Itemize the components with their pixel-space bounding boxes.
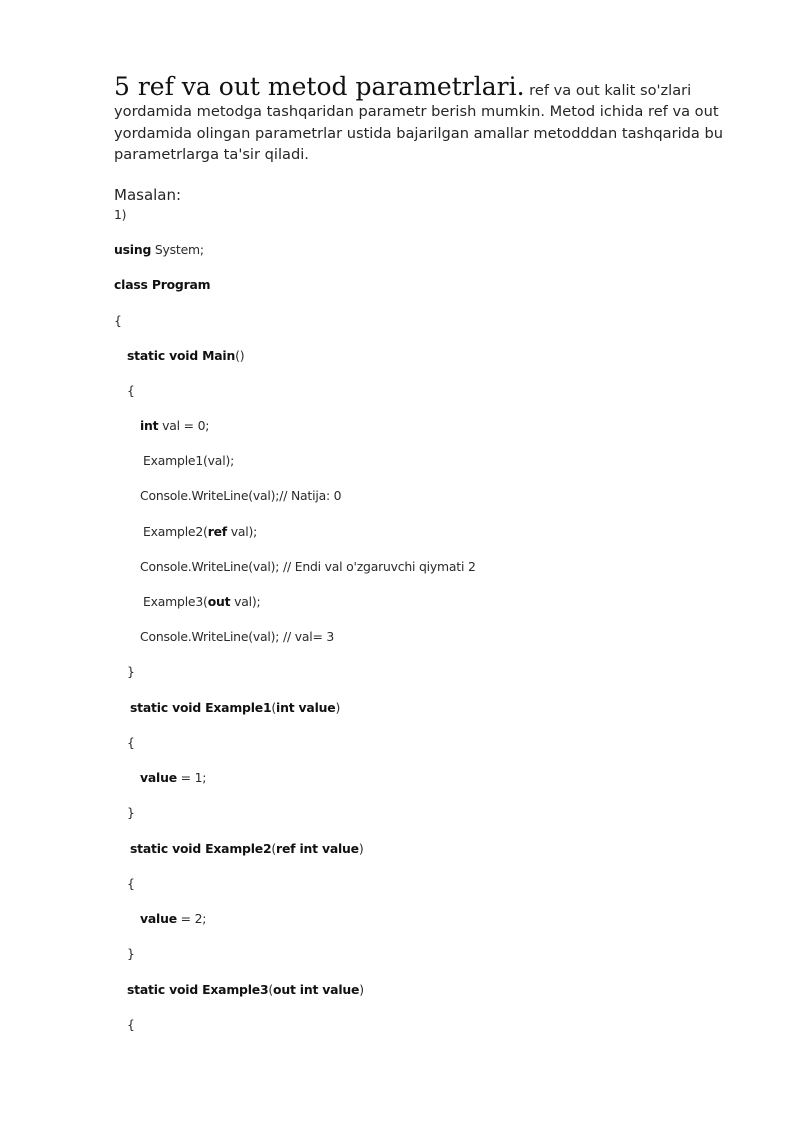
code-line-example3-call: Example3(out val); bbox=[143, 594, 261, 609]
code-line-example1-call: Example1(val); bbox=[143, 453, 235, 468]
code-line-writeline-1: Console.WriteLine(val);// Natija: 0 bbox=[140, 488, 342, 503]
code-line-example3-def: static void Example3(out int value) bbox=[127, 982, 364, 997]
code-line-brace: } bbox=[127, 805, 135, 820]
code-line-brace: { bbox=[127, 735, 135, 750]
code-line-assign-2: value = 2; bbox=[140, 911, 207, 926]
code-line-open-brace: { bbox=[114, 313, 122, 328]
section-heading: 5 ref va out metod parametrlari. bbox=[114, 72, 525, 101]
code-line-brace: { bbox=[127, 1017, 135, 1032]
code-line-main: static void Main() bbox=[127, 348, 245, 363]
code-line-using: using System; bbox=[114, 242, 204, 257]
example-number: 1) bbox=[114, 207, 127, 222]
intro-paragraph bbox=[114, 72, 734, 165]
code-line-class: class Program bbox=[114, 277, 211, 292]
intro-text: ref va out kalit so'zlari yordamida metodga tashqaridan parametr berish mumkin. Metod ichida ref va out yordamida olingan parametrlar ustida bajarilgan amallar metodddan tashqarida bu parametrlarga ta'sir qiladi. bbox=[114, 82, 723, 163]
code-line-brace: } bbox=[127, 946, 135, 961]
code-line-int-val: int val = 0; bbox=[140, 418, 210, 433]
code-line-writeline-2: Console.WriteLine(val); // Endi val o'zgaruvchi qiymati 2 bbox=[140, 559, 476, 574]
code-line-writeline-3: Console.WriteLine(val); // val= 3 bbox=[140, 629, 335, 644]
code-line-brace: } bbox=[127, 664, 135, 679]
example-label: Masalan: bbox=[114, 186, 182, 204]
code-line-brace: { bbox=[127, 876, 135, 891]
code-line-brace: { bbox=[127, 383, 135, 398]
code-line-example2-call: Example2(ref val); bbox=[143, 524, 258, 539]
code-line-assign-1: value = 1; bbox=[140, 770, 207, 785]
code-line-example1-def: static void Example1(int value) bbox=[130, 700, 341, 715]
code-line-example2-def: static void Example2(ref int value) bbox=[130, 841, 364, 856]
keyword-using: using bbox=[114, 242, 152, 257]
